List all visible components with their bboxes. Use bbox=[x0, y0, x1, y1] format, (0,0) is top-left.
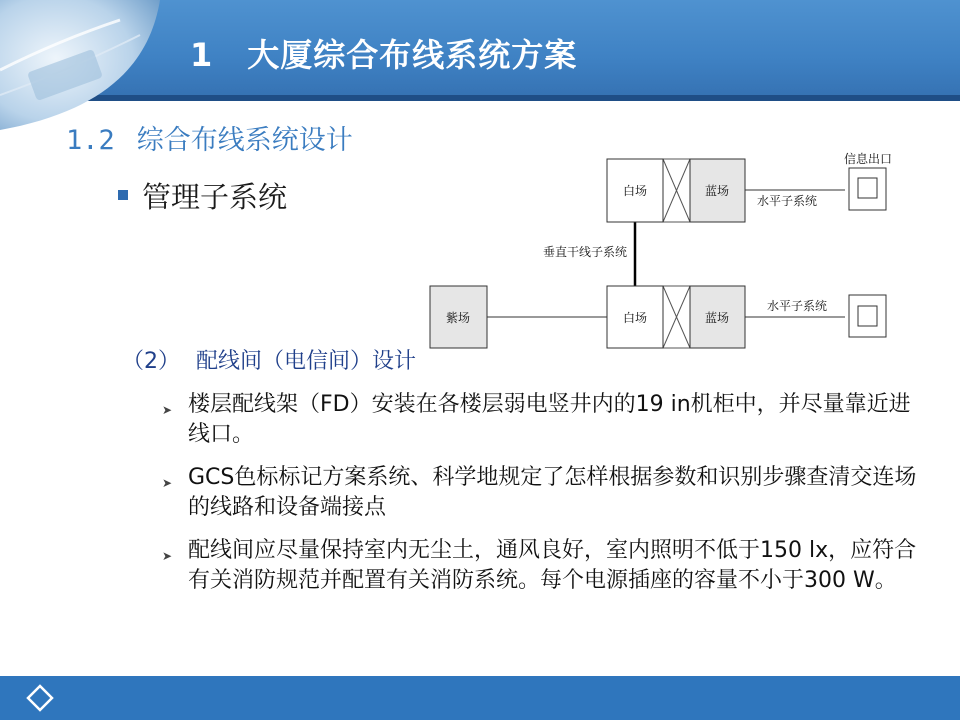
bullet-heading bbox=[118, 175, 287, 216]
title-number: 1 bbox=[190, 36, 214, 74]
section-title: 综合布线系统设计 bbox=[136, 125, 353, 156]
white-field-bottom-label: 白场 bbox=[622, 311, 648, 325]
arrow-bullet-icon: ➤ bbox=[162, 403, 173, 417]
blue-field-top-label: 蓝场 bbox=[704, 184, 730, 198]
title-text: 大厦综合布线系统方案 bbox=[247, 36, 578, 74]
outlet-label: 信息出口 bbox=[843, 152, 893, 166]
subsection-number: （2） bbox=[122, 349, 180, 374]
bullet-list bbox=[162, 390, 922, 609]
arrow-bullet-icon: ➤ bbox=[162, 549, 173, 563]
list-item-text: GCS色标标记方案系统、科学地规定了怎样根据参数和识别步骤查清交连场的线路和设备端接点 bbox=[188, 465, 917, 520]
arrow-bullet-icon: ➤ bbox=[162, 476, 173, 490]
top-cross-connect bbox=[663, 159, 690, 222]
list-item-text: 配线间应尽量保持室内无尘土，通风良好，室内照明不低于150 lx，应符合有关消防规范并配置有关消防系统。每个电源插座的容量不小于300 W。 bbox=[188, 538, 917, 593]
list-item bbox=[162, 390, 922, 450]
footer-bar bbox=[0, 676, 960, 720]
square-bullet-icon bbox=[118, 190, 128, 200]
diamond-icon bbox=[26, 684, 54, 712]
list-item bbox=[162, 463, 922, 523]
purple-field-label: 紫场 bbox=[445, 311, 471, 325]
page-title bbox=[190, 30, 577, 76]
section-number: 1.2 bbox=[66, 125, 115, 156]
vertical-subsystem-label: 垂直干线子系统 bbox=[542, 245, 628, 259]
blue-field-bottom-label: 蓝场 bbox=[704, 311, 730, 325]
bottom-cross-connect bbox=[663, 286, 690, 348]
section-heading bbox=[66, 118, 353, 157]
white-field-top-label: 白场 bbox=[622, 184, 648, 198]
bullet-heading-text: 管理子系统 bbox=[142, 180, 288, 214]
subsection-title: 配线间（电信间）设计 bbox=[196, 349, 417, 374]
horizontal-subsystem-bottom-label: 水平子系统 bbox=[766, 299, 828, 313]
horizontal-subsystem-top-label: 水平子系统 bbox=[756, 194, 818, 208]
list-item-text: 楼层配线架（FD）安装在各楼层弱电竖井内的19 in机柜中，并尽量靠近进线口。 bbox=[188, 392, 911, 447]
subsection-heading bbox=[122, 344, 416, 375]
management-subsystem-diagram bbox=[425, 150, 905, 355]
outlet-bottom-inner bbox=[858, 306, 877, 326]
list-item bbox=[162, 536, 922, 596]
outlet-top-inner bbox=[858, 178, 877, 198]
